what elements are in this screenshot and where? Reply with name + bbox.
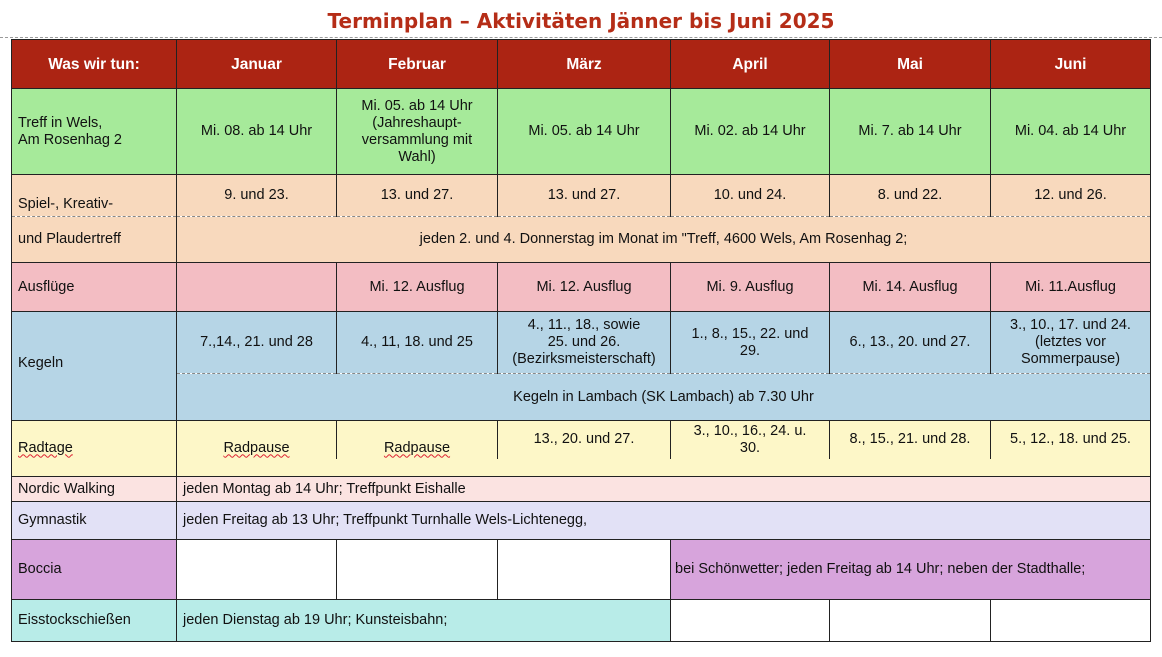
row-spiel-note	[12, 217, 1151, 263]
row-radtage	[12, 421, 1151, 459]
top-divider	[0, 37, 1162, 38]
cell-eisstock-note: jeden Dienstag ab 19 Uhr; Kunsteisbahn;	[177, 600, 671, 642]
cell-spiel-januar: 9. und 23.	[177, 175, 337, 217]
label-kegeln: Kegeln	[12, 312, 177, 374]
cell-nordic-note: jeden Montag ab 14 Uhr; Treffpunkt Eishalle	[177, 477, 1151, 502]
cell-kegeln-maerz: 4., 11., 18., sowie 25. und 26. (Bezirksmeisterschaft)	[498, 312, 671, 374]
cell-boccia-februar	[337, 540, 498, 600]
cell-radtage-mai: 8., 15., 21. und 28.	[830, 421, 991, 459]
cell-ausfluege-mai: Mi. 14. Ausflug	[830, 263, 991, 312]
cell-radtage-maerz: 13., 20. und 27.	[498, 421, 671, 459]
row-kegeln-note	[12, 374, 1151, 421]
row-gymnastik	[12, 502, 1151, 540]
cell-boccia-maerz	[498, 540, 671, 600]
row-radtage-spacer	[12, 459, 1151, 477]
schedule-table	[11, 39, 1151, 642]
cell-kegeln-april: 1., 8., 15., 22. und 29.	[671, 312, 830, 374]
label-nordic: Nordic Walking	[12, 477, 177, 502]
cell-treff-april: Mi. 02. ab 14 Uhr	[671, 89, 830, 175]
cell-kegeln-note: Kegeln in Lambach (SK Lambach) ab 7.30 Uhr	[177, 374, 1151, 421]
label-spiel-top: Spiel-, Kreativ-	[12, 175, 177, 217]
row-ausfluege	[12, 263, 1151, 312]
cell-kegeln-mai: 6., 13., 20. und 27.	[830, 312, 991, 374]
cell-ausfluege-juni: Mi. 11.Ausflug	[991, 263, 1151, 312]
row-nordic	[12, 477, 1151, 502]
cell-treff-juni: Mi. 04. ab 14 Uhr	[991, 89, 1151, 175]
cell-treff-februar: Mi. 05. ab 14 Uhr (Jahreshaupt- versammlung mit Wahl)	[337, 89, 498, 175]
header-mai: Mai	[830, 40, 991, 89]
cell-radtage-juni: 5., 12., 18. und 25.	[991, 421, 1151, 459]
row-spiel-dates	[12, 175, 1151, 217]
cell-spiel-mai: 8. und 22.	[830, 175, 991, 217]
header-activity: Was wir tun:	[12, 40, 177, 89]
cell-radtage-januar: Radpause	[223, 439, 290, 456]
cell-ausfluege-april: Mi. 9. Ausflug	[671, 263, 830, 312]
label-treff: Treff in Wels, Am Rosenhag 2	[12, 89, 177, 175]
cell-treff-maerz: Mi. 05. ab 14 Uhr	[498, 89, 671, 175]
cell-ausfluege-februar: Mi. 12. Ausflug	[337, 263, 498, 312]
cell-gymnastik-note: jeden Freitag ab 13 Uhr; Treffpunkt Turnhalle Wels-Lichtenegg,	[177, 502, 1151, 540]
header-juni: Juni	[991, 40, 1151, 89]
header-april: April	[671, 40, 830, 89]
cell-treff-mai: Mi. 7. ab 14 Uhr	[830, 89, 991, 175]
cell-spiel-februar: 13. und 27.	[337, 175, 498, 217]
header-januar: Januar	[177, 40, 337, 89]
cell-spiel-juni: 12. und 26.	[991, 175, 1151, 217]
cell-treff-januar: Mi. 08. ab 14 Uhr	[177, 89, 337, 175]
label-eisstock: Eisstockschießen	[12, 600, 177, 642]
cell-radtage-april: 3., 10., 16., 24. u. 30.	[671, 421, 830, 459]
cell-eisstock-juni	[991, 600, 1151, 642]
label-boccia: Boccia	[12, 540, 177, 600]
label-radtage: Radtage	[18, 439, 73, 456]
row-eisstock	[12, 600, 1151, 642]
page-title: Terminplan – Aktivitäten Jänner bis Juni 2025	[327, 9, 835, 33]
cell-spiel-april: 10. und 24.	[671, 175, 830, 217]
cell-kegeln-januar: 7.,14., 21. und 28	[177, 312, 337, 374]
cell-eisstock-mai	[830, 600, 991, 642]
cell-eisstock-april	[671, 600, 830, 642]
label-gymnastik: Gymnastik	[12, 502, 177, 540]
header-row	[12, 40, 1151, 89]
cell-spiel-note: jeden 2. und 4. Donnerstag im Monat im "Treff, 4600 Wels, Am Rosenhag 2;	[177, 217, 1151, 263]
cell-ausfluege-januar	[177, 263, 337, 312]
header-februar: Februar	[337, 40, 498, 89]
row-kegeln-dates	[12, 312, 1151, 374]
cell-kegeln-februar: 4., 11, 18. und 25	[337, 312, 498, 374]
label-ausfluege: Ausflüge	[12, 263, 177, 312]
header-maerz: März	[498, 40, 671, 89]
cell-radtage-februar: Radpause	[383, 439, 451, 456]
cell-boccia-note: bei Schönwetter; jeden Freitag ab 14 Uhr; neben der Stadthalle;	[671, 540, 1151, 600]
label-spiel-bottom: und Plaudertreff	[12, 217, 177, 263]
row-treff	[12, 89, 1151, 175]
cell-spiel-maerz: 13. und 27.	[498, 175, 671, 217]
cell-kegeln-juni: 3., 10., 17. und 24. (letztes vor Sommerpause)	[991, 312, 1151, 374]
cell-ausfluege-maerz: Mi. 12. Ausflug	[498, 263, 671, 312]
label-kegeln-empty	[12, 374, 177, 421]
row-boccia	[12, 540, 1151, 600]
cell-boccia-januar	[177, 540, 337, 600]
